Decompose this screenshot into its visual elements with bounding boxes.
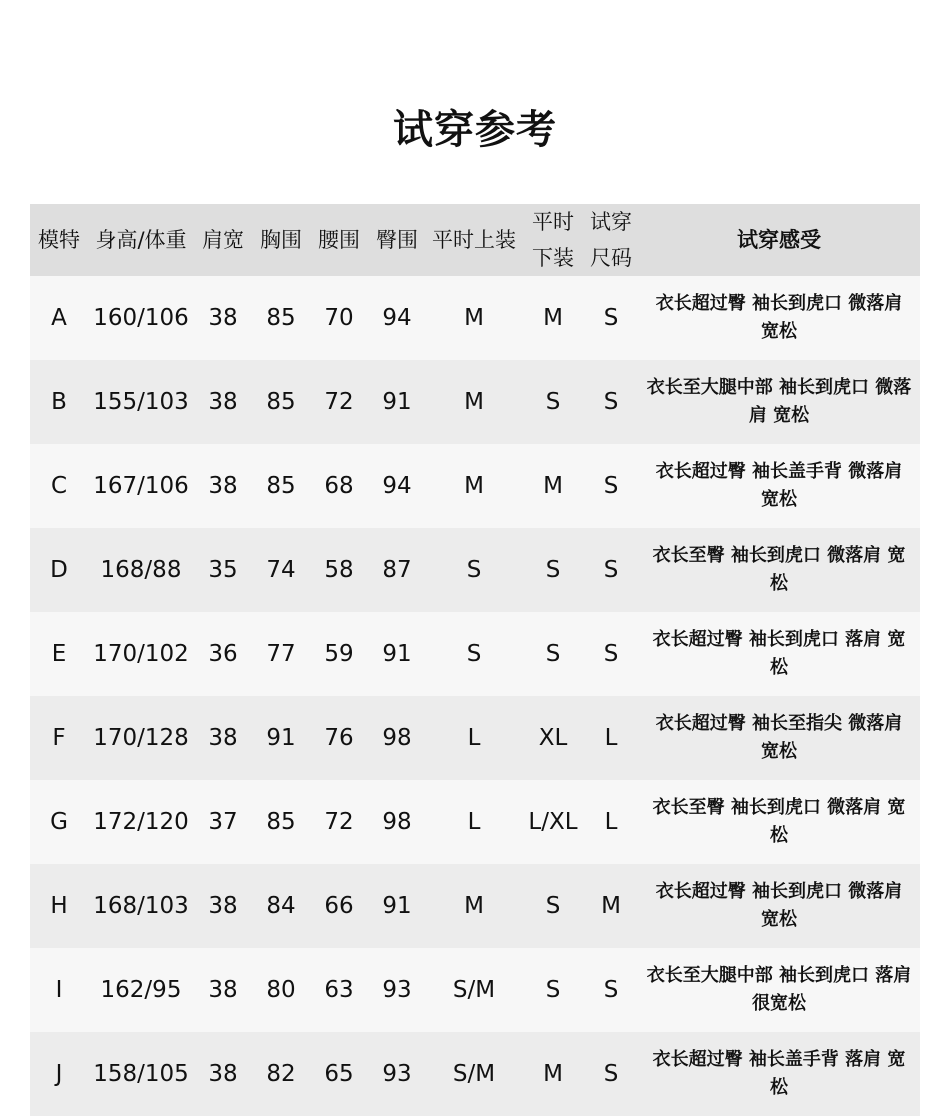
header-shoulder: 肩宽 [202,228,244,252]
cell-hip: 87 [382,557,412,583]
cell-feel: 衣长至大腿中部 袖长到虎口 落肩 很宽松 [646,965,912,1014]
cell-usual-top: S [466,641,482,667]
cell-usual-bottom: M [543,473,563,499]
cell-waist: 68 [324,473,354,499]
header-chest: 胸围 [260,228,302,252]
cell-shoulder: 38 [208,893,238,919]
cell-shoulder: 37 [208,809,238,835]
cell-chest: 74 [266,557,296,583]
cell-model: J [55,1061,63,1087]
cell-feel: 衣长超过臀 袖长至指尖 微落肩 宽松 [655,713,903,762]
header-height-weight: 身高/体重 [95,228,187,252]
header-usual-top: 平时上装 [432,228,516,252]
cell-hip: 91 [382,389,412,415]
cell-shoulder: 38 [208,1061,238,1087]
cell-try-size: S [603,473,619,499]
cell-model: H [50,893,68,919]
cell-waist: 59 [324,641,354,667]
cell-feel: 衣长超过臀 袖长到虎口 微落肩 宽松 [655,881,903,930]
header-model: 模特 [38,228,80,252]
cell-feel: 衣长至臀 袖长到虎口 微落肩 宽松 [652,797,906,846]
table-body [30,276,920,1116]
cell-model: G [50,809,68,835]
cell-hip: 91 [382,641,412,667]
cell-shoulder: 38 [208,473,238,499]
cell-try-size: L [604,809,618,835]
cell-chest: 85 [266,473,296,499]
cell-usual-top: S/M [452,977,496,1003]
header-usual-bottom-line2: 下装 [532,246,574,270]
cell-shoulder: 36 [208,641,238,667]
cell-shoulder: 38 [208,305,238,331]
table-row [30,864,920,948]
cell-shoulder: 38 [208,389,238,415]
fit-reference-table [30,204,920,1116]
cell-hip: 93 [382,1061,412,1087]
cell-usual-bottom: XL [538,725,568,751]
cell-usual-top: S [466,557,482,583]
cell-usual-top: S/M [452,1061,496,1087]
cell-feel: 衣长至臀 袖长到虎口 微落肩 宽松 [652,545,906,594]
cell-height-weight: 167/106 [93,473,189,499]
header-usual-bottom [522,204,584,276]
cell-usual-bottom: L/XL [528,809,578,835]
cell-hip: 94 [382,473,412,499]
table-row [30,780,920,864]
cell-shoulder: 38 [208,725,238,751]
page-title: 试穿参考 [393,107,557,153]
cell-height-weight: 170/102 [93,641,189,667]
cell-usual-top: L [467,809,481,835]
cell-hip: 91 [382,893,412,919]
cell-model: A [51,305,67,331]
cell-try-size: S [603,977,619,1003]
cell-usual-bottom: M [543,1061,563,1087]
cell-height-weight: 158/105 [93,1061,189,1087]
cell-hip: 93 [382,977,412,1003]
cell-try-size: M [601,893,621,919]
cell-usual-top: M [464,389,484,415]
header-waist: 腰围 [318,228,360,252]
cell-hip: 98 [382,809,412,835]
table-row [30,1032,920,1116]
cell-try-size: S [603,389,619,415]
table-row [30,696,920,780]
cell-usual-top: M [464,893,484,919]
table-row [30,276,920,360]
cell-feel: 衣长超过臀 袖长到虎口 微落肩 宽松 [655,293,903,342]
header-usual-bottom-line1: 平时 [532,210,574,234]
cell-waist: 65 [324,1061,354,1087]
cell-waist: 63 [324,977,354,1003]
cell-model: I [55,977,63,1003]
cell-feel: 衣长超过臀 袖长到虎口 落肩 宽松 [652,629,906,678]
cell-usual-bottom: S [545,641,561,667]
cell-chest: 77 [266,641,296,667]
cell-try-size: S [603,305,619,331]
cell-usual-bottom: S [545,977,561,1003]
cell-usual-top: M [464,473,484,499]
cell-try-size: S [603,1061,619,1087]
cell-shoulder: 35 [208,557,238,583]
cell-height-weight: 155/103 [93,389,189,415]
cell-model: B [51,389,67,415]
table-row [30,444,920,528]
cell-usual-bottom: S [545,389,561,415]
cell-height-weight: 162/95 [100,977,182,1003]
cell-try-size: S [603,557,619,583]
cell-model: D [50,557,68,583]
header-try-size-line2: 尺码 [590,246,632,270]
cell-chest: 84 [266,893,296,919]
header-try-size [584,204,638,276]
cell-model: C [50,473,68,499]
cell-usual-bottom: S [545,893,561,919]
table-row [30,528,920,612]
cell-chest: 82 [266,1061,296,1087]
cell-chest: 80 [266,977,296,1003]
cell-usual-bottom: M [543,305,563,331]
cell-height-weight: 168/88 [100,557,182,583]
cell-feel: 衣长超过臀 袖长盖手背 微落肩 宽松 [655,461,903,510]
cell-hip: 98 [382,725,412,751]
cell-height-weight: 168/103 [93,893,189,919]
header-try-size-line1: 试穿 [590,210,632,234]
cell-shoulder: 38 [208,977,238,1003]
cell-hip: 94 [382,305,412,331]
header-feel: 试穿感受 [737,228,821,252]
cell-chest: 85 [266,389,296,415]
table-row [30,612,920,696]
cell-waist: 66 [324,893,354,919]
cell-height-weight: 160/106 [93,305,189,331]
table-row [30,360,920,444]
cell-feel: 衣长至大腿中部 袖长到虎口 微落肩 宽松 [646,377,912,426]
cell-try-size: S [603,641,619,667]
header-hip: 臀围 [376,228,418,252]
cell-height-weight: 172/120 [93,809,189,835]
cell-waist: 58 [324,557,354,583]
cell-waist: 70 [324,305,354,331]
cell-feel: 衣长超过臀 袖长盖手背 落肩 宽松 [652,1049,906,1098]
cell-waist: 72 [324,389,354,415]
cell-usual-top: L [467,725,481,751]
cell-chest: 85 [266,809,296,835]
table-header-row [30,204,920,276]
table-row [30,948,920,1032]
cell-model: F [52,725,66,751]
cell-try-size: L [604,725,618,751]
cell-waist: 76 [324,725,354,751]
cell-chest: 85 [266,305,296,331]
cell-chest: 91 [266,725,296,751]
cell-usual-bottom: S [545,557,561,583]
cell-usual-top: M [464,305,484,331]
cell-model: E [51,641,67,667]
cell-waist: 72 [324,809,354,835]
cell-height-weight: 170/128 [93,725,189,751]
